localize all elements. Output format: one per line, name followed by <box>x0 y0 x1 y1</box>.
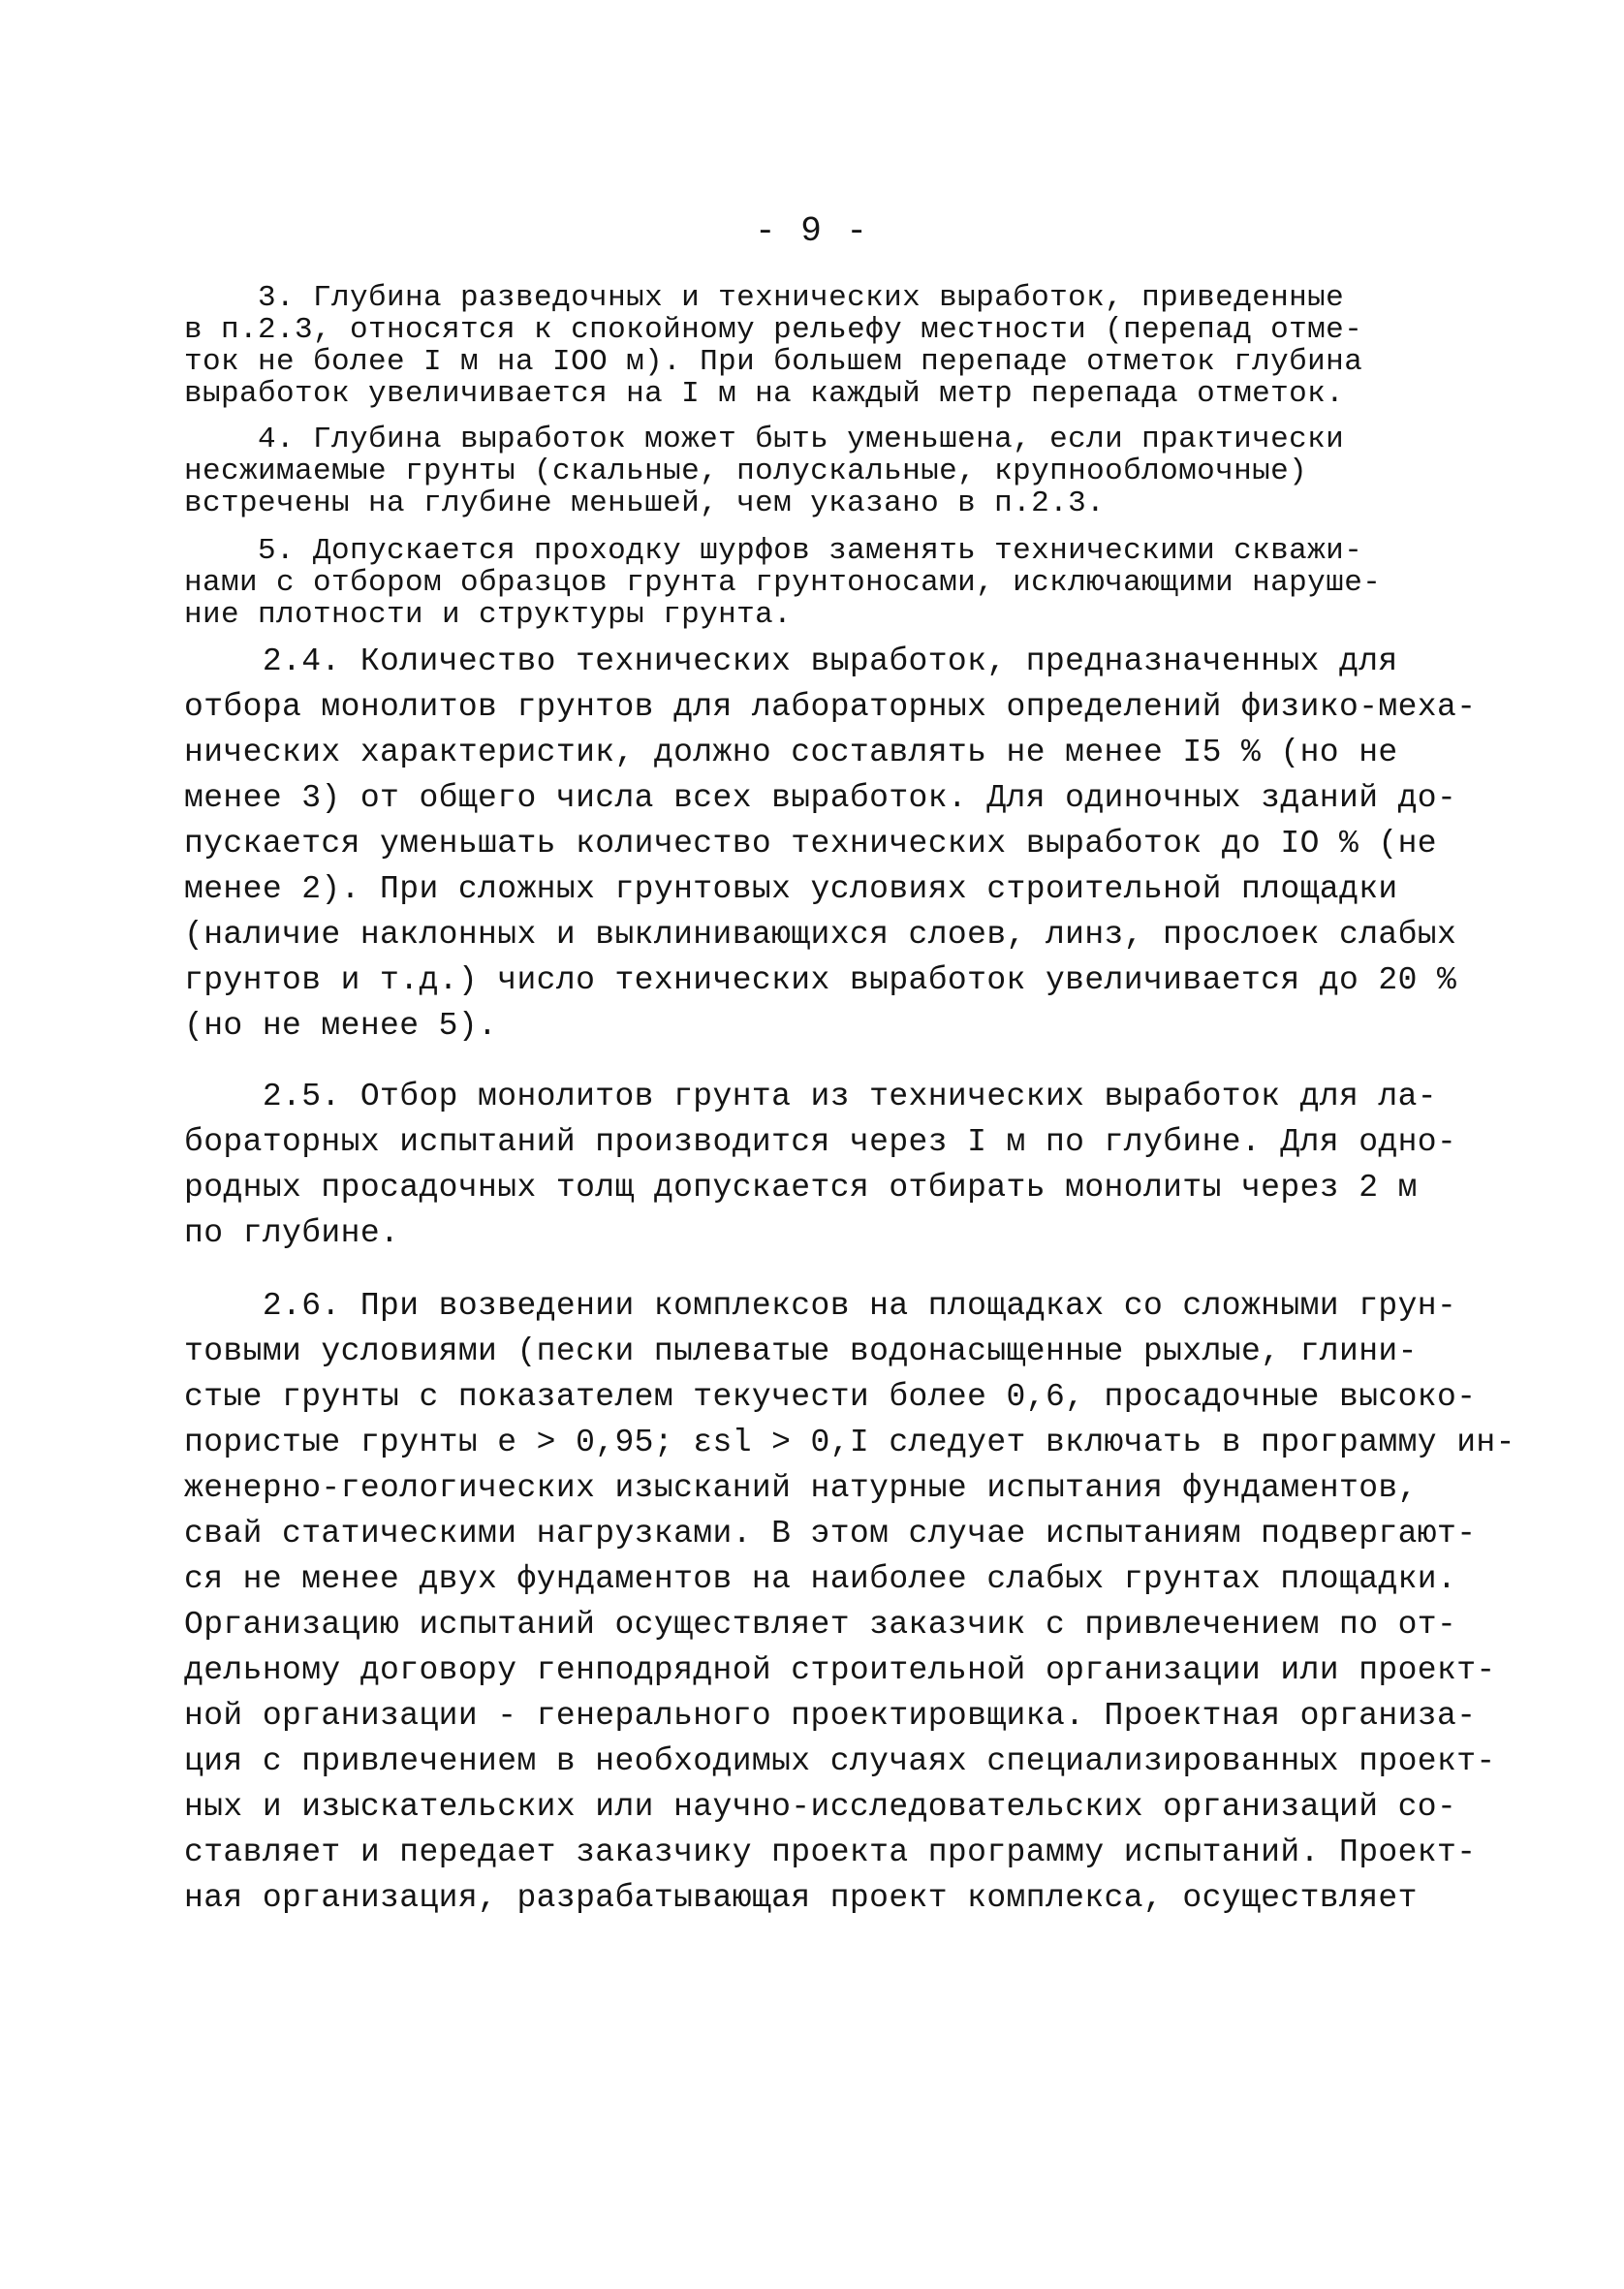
paragraph-line: пористые грунты е > 0,95; εsl > 0,I следует включать в программу ин- <box>184 1425 1515 1460</box>
paragraph-line: ная организация, разрабатывающая проект комплекса, осуществляет <box>184 1880 1418 1916</box>
paragraph-line: ной организации - генерального проектировщика. Проектная организа- <box>184 1698 1477 1734</box>
paragraph-line: Организацию испытаний осуществляет заказчик с привлечением по от- <box>184 1607 1457 1643</box>
paragraph-line: менее 3) от общего числа всех выработок. Для одиночных зданий до- <box>184 780 1457 816</box>
paragraph-line: 2.4. Количество технических выработок, предназначенных для <box>184 643 1398 679</box>
paragraph-line: нами с отбором образцов грунта грунтоносами, исключающими наруше- <box>184 566 1382 600</box>
paragraph-line: ных и изыскательских или научно-исследовательских организаций со- <box>184 1789 1457 1825</box>
paragraph-line: (наличие наклонных и выклинивающихся слоев, линз, прослоек слабых <box>184 917 1457 953</box>
page-number: - 9 - <box>754 211 870 251</box>
paragraph-line: пускается уменьшать количество технических выработок до IO % (не <box>184 826 1438 862</box>
paragraph-line: родных просадочных толщ допускается отбирать монолиты через 2 м <box>184 1170 1418 1206</box>
paragraph-line: в п.2.3, относятся к спокойному рельефу местности (перепад отме- <box>184 313 1363 347</box>
paragraph-line: ция с привлечением в необходимых случаях специализированных проект- <box>184 1743 1496 1779</box>
paragraph-line: 4. Глубина выработок может быть уменьшена, если практически <box>184 423 1345 456</box>
paragraph-line: грунтов и т.д.) число технических выработок увеличивается до 20 % <box>184 962 1457 998</box>
paragraph-line: дельному договору генподрядной строительной организации или проект- <box>184 1652 1496 1688</box>
paragraph-line: 2.6. При возведении комплексов на площадках со сложными грун- <box>184 1288 1457 1324</box>
paragraph-line: 2.5. Отбор монолитов грунта из технических выработок для ла- <box>184 1079 1438 1114</box>
paragraph-line: ток не более I м на IOO м). При большем перепаде отметок глубина <box>184 345 1363 379</box>
paragraph-line: бораторных испытаний производится через I м по глубине. Для одно- <box>184 1124 1457 1160</box>
paragraph-line: выработок увеличивается на I м на каждый метр перепада отметок. <box>184 377 1345 411</box>
paragraph-line: женерно-геологических изысканий натурные испытания фундаментов, <box>184 1470 1418 1506</box>
paragraph-line: ся не менее двух фундаментов на наиболее слабых грунтах площадки. <box>184 1561 1457 1597</box>
paragraph-line: ние плотности и структуры грунта. <box>184 598 793 632</box>
paragraph-line: (но не менее 5). <box>184 1008 498 1044</box>
paragraph-line: встречены на глубине меньшей, чем указано в п.2.3. <box>184 486 1106 520</box>
paragraph-line: по глубине. <box>184 1215 400 1251</box>
paragraph-line: стые грунты с показателем текучести более 0,6, просадочные высоко- <box>184 1379 1477 1415</box>
paragraph-line: 3. Глубина разведочных и технических выработок, приведенные <box>184 281 1345 315</box>
paragraph-line: отбора монолитов грунтов для лабораторных определений физико-меха- <box>184 689 1477 725</box>
paragraph-line: ставляет и передает заказчику проекта программу испытаний. Проект- <box>184 1834 1477 1870</box>
paragraph-line: товыми условиями (пески пылеватые водонасыщенные рыхлые, глини- <box>184 1333 1418 1369</box>
paragraph-line: несжимаемые грунты (скальные, полускальные, крупнообломочные) <box>184 455 1308 488</box>
paragraph-line: нических характеристик, должно составлять не менее I5 % (но не <box>184 735 1398 770</box>
paragraph-line: свай статическими нагрузками. В этом случае испытаниям подвергают- <box>184 1516 1477 1552</box>
paragraph-line: менее 2). При сложных грунтовых условиях строительной площадки <box>184 871 1398 907</box>
paragraph-line: 5. Допускается проходку шурфов заменять техническими скважи- <box>184 534 1363 568</box>
